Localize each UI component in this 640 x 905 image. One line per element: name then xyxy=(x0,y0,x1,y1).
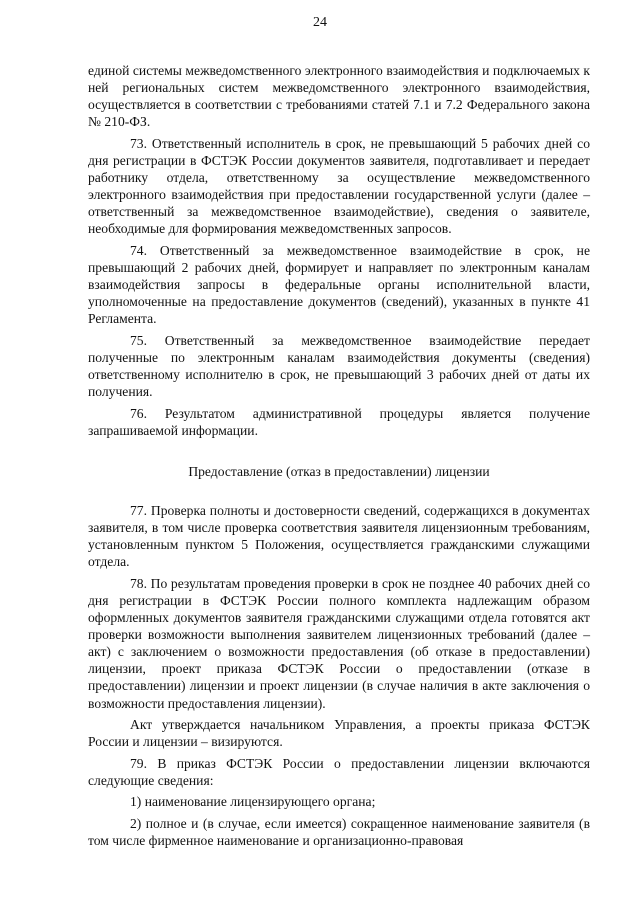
paragraph-74: 74. Ответственный за межведомственное взаимодействие в срок, не превышающий 2 рабочих дней, формирует и направляет по электронным каналам взаимодействия запросы в федеральные органы исполнительной власти, уполномоченные на предоставление документов (сведений), указанных в пункте 41 Регламента. xyxy=(88,242,590,327)
paragraph-77: 77. Проверка полноты и достоверности сведений, содержащихся в документах заявителя, в том числе проверка соответствия заявителя лицензионным требованиям, установленным пунктом 5 Положения, осуществляется гражданскими служащими отдела. xyxy=(88,502,590,570)
list-item-2: 2) полное и (в случае, если имеется) сокращенное наименование заявителя (в том числе фирменное наименование и организационно-правовая xyxy=(88,816,590,849)
paragraph-78: 78. По результатам проведения проверки в срок не позднее 40 рабочих дней со дня регистрации в ФСТЭК России полного комплекта надлежащим образом оформленных документов заявителя гражданскими служащими отдела готовятся акт проверки возможности выполнения заявителем лицензионных требований (далее – акт) с заключением о возможности предоставления (об отказе в предоставлении) лицензии, проект приказа ФСТЭК России о предоставлении (отказе в предоставлении) лицензии и проект лицензии (в случае наличия в акте заключения о возможности предоставления лицензии). xyxy=(88,575,590,711)
paragraph-75: 75. Ответственный за межведомственное взаимодействие передает полученные по электронным каналам взаимодействия документы (сведения) ответственному исполнителю в срок, не превышающий 3 рабочих дней от даты их получения. xyxy=(88,332,590,400)
paragraph-act: Акт утверждается начальником Управления, а проекты приказа ФСТЭК России и лицензии – визируются. xyxy=(88,717,590,750)
paragraph-continuation: единой системы межведомственного электронного взаимодействия и подключаемых к ней региональных систем межведомственного электронного взаимодействия, осуществляется в соответствии с требованиями статей 7.1 и 7.2 Федерального закона № 210-ФЗ. xyxy=(88,63,590,130)
section-heading: Предоставление (отказ в предоставлении) лицензии xyxy=(188,463,490,479)
document-body xyxy=(88,62,590,854)
page-number: 24 xyxy=(313,15,327,30)
paragraph-76: 76. Результатом административной процедуры является получение запрашиваемой информации. xyxy=(88,405,590,438)
paragraph-79: 79. В приказ ФСТЭК России о предоставлении лицензии включаются следующие сведения: xyxy=(88,755,590,788)
list-item-1: 1) наименование лицензирующего органа; xyxy=(130,794,376,810)
paragraph-73: 73. Ответственный исполнитель в срок, не превышающий 5 рабочих дней со дня регистрации в ФСТЭК России документов заявителя, подготавливает и передает работнику отдела, ответственному за осуществление межведомственного электронного взаимодействия при предоставлении государственной услуги (далее – ответственный за межведомственное взаимодействие), сведения о заявителе, необходимые для формирования межведомственных запросов. xyxy=(88,135,590,237)
